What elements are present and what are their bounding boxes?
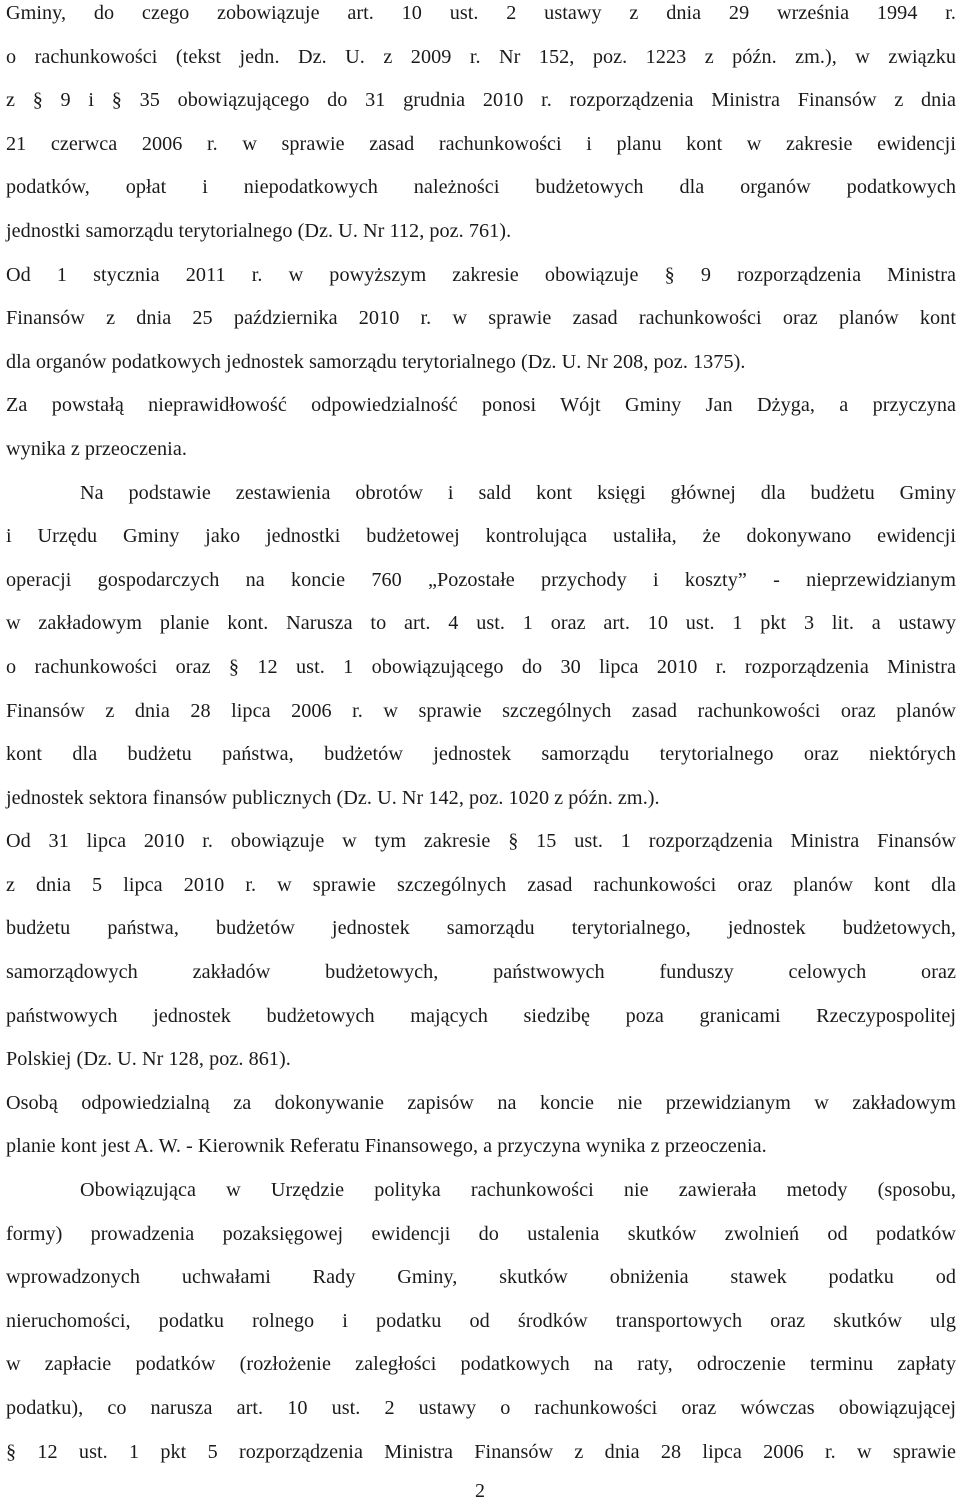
text-line: nieruchomości, podatku rolnego i podatku od środków transportowych oraz skutków ulg: [6, 1309, 956, 1332]
text-line: operacji gospodarczych na koncie 760 „Pozostałe przychody i koszty” - nieprzewidzianym: [6, 568, 956, 591]
text-line: o rachunkowości (tekst jedn. Dz. U. z 2009 r. Nr 152, poz. 1223 z późn. zm.), w związku: [6, 45, 956, 68]
text-line: jednostki samorządu terytorialnego (Dz. U. Nr 112, poz. 761).: [6, 219, 512, 242]
text-line: podatku), co narusza art. 10 ust. 2 ustawy o rachunkowości oraz wówczas obowiązującej: [6, 1397, 956, 1419]
text-line: państwowych jednostek budżetowych mających siedzibę poza granicami Rzeczypospolitej: [6, 1004, 956, 1027]
text-line: w zakładowym planie kont. Narusza to art. 4 ust. 1 oraz art. 10 ust. 1 pkt 3 lit. a ustawy: [6, 612, 956, 635]
text-line: Finansów z dnia 25 października 2010 r. w sprawie zasad rachunkowości oraz planów kont: [6, 307, 956, 330]
text-line: Finansów z dnia 28 lipca 2006 r. w sprawie szczególnych zasad rachunkowości oraz planów: [6, 699, 956, 722]
text-line: kont dla budżetu państwa, budżetów jednostek samorządu terytorialnego oraz niektórych: [6, 743, 956, 766]
text-line: § 12 ust. 1 pkt 5 rozporządzenia Ministra Finansów z dnia 28 lipca 2006 r. w sprawie: [6, 1440, 956, 1463]
page-number: 2: [475, 1480, 485, 1502]
text-line: z § 9 i § 35 obowiązującego do 31 grudnia 2010 r. rozporządzenia Ministra Finansów z dnia: [6, 89, 956, 112]
text-line: planie kont jest A. W. - Kierownik Referatu Finansowego, a przyczyna wynika z przeoczenia.: [6, 1135, 767, 1158]
text-line: Za powstałą nieprawidłowość odpowiedzialność ponosi Wójt Gminy Jan Dżyga, a przyczyna: [6, 394, 956, 417]
text-line: dla organów podatkowych jednostek samorządu terytorialnego (Dz. U. Nr 208, poz. 1375).: [6, 350, 746, 373]
text-line: i Urzędu Gminy jako jednostki budżetowej kontrolująca ustaliła, że dokonywano ewidencji: [6, 525, 956, 548]
text-line: budżetu państwa, budżetów jednostek samorządu terytorialnego, jednostek budżetowych,: [6, 917, 956, 940]
text-line: jednostek sektora finansów publicznych (Dz. U. Nr 142, poz. 1020 z późn. zm.).: [6, 786, 660, 809]
text-line: Od 1 stycznia 2011 r. w powyższym zakresie obowiązuje § 9 rozporządzenia Ministra: [6, 263, 956, 286]
text-line: Na podstawie zestawienia obrotów i sald kont księgi głównej dla budżetu Gminy: [80, 481, 956, 504]
text-line: w zapłacie podatków (rozłożenie zaległości podatkowych na raty, odroczenie terminu zapłaty: [6, 1353, 956, 1376]
text-line: o rachunkowości oraz § 12 ust. 1 obowiązującego do 30 lipca 2010 r. rozporządzenia Ministra: [6, 655, 956, 678]
text-line: 21 czerwca 2006 r. w sprawie zasad rachunkowości i planu kont w zakresie ewidencji: [6, 132, 956, 155]
text-line: wprowadzonych uchwałami Rady Gminy, skutków obniżenia stawek podatku od: [6, 1266, 956, 1289]
text-line: z dnia 5 lipca 2010 r. w sprawie szczególnych zasad rachunkowości oraz planów kont dla: [6, 873, 956, 896]
text-line: Polskiej (Dz. U. Nr 128, poz. 861).: [6, 1048, 291, 1071]
document-body: [6, 0, 956, 1474]
text-line: formy) prowadzenia pozaksięgowej ewidencji do ustalenia skutków zwolnień od podatków: [6, 1222, 956, 1245]
text-line: podatków, opłat i niepodatkowych należności budżetowych dla organów podatkowych: [6, 176, 956, 199]
text-line: wynika z przeoczenia.: [6, 437, 187, 460]
text-line: Osobą odpowiedzialną za dokonywanie zapisów na koncie nie przewidzianym w zakładowym: [6, 1091, 956, 1114]
text-line: Gminy, do czego zobowiązuje art. 10 ust. 2 ustawy z dnia 29 września 1994 r.: [6, 2, 956, 24]
text-line: samorządowych zakładów budżetowych, państwowych funduszy celowych oraz: [6, 961, 956, 984]
text-line: Od 31 lipca 2010 r. obowiązuje w tym zakresie § 15 ust. 1 rozporządzenia Ministra Finansów: [6, 830, 956, 853]
text-line: Obowiązująca w Urzędzie polityka rachunkowości nie zawierała metody (sposobu,: [80, 1179, 956, 1202]
